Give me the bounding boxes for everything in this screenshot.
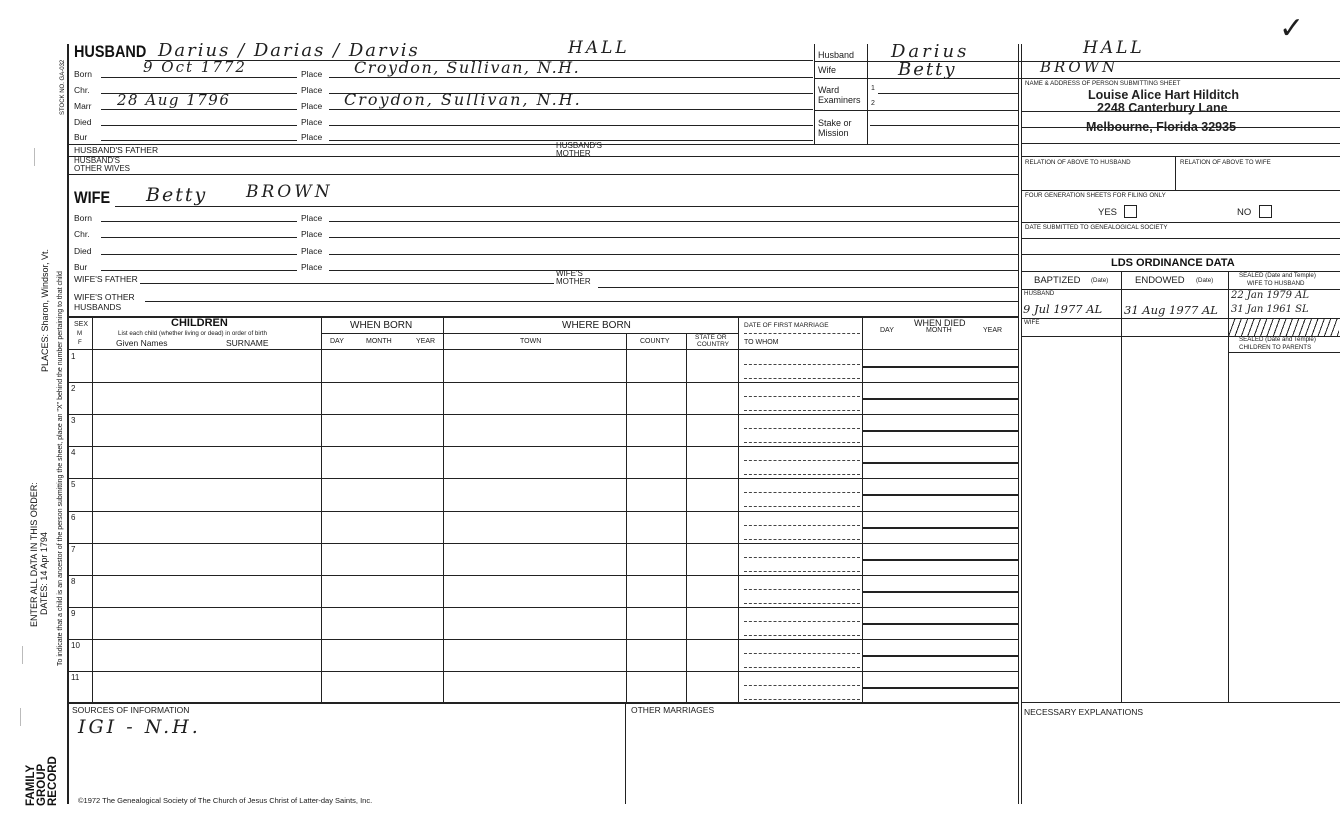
husband-other-wives-label: HUSBAND'S [74,156,120,165]
no-label: NO [1237,207,1252,218]
relation-wife-label: RELATION OF ABOVE TO WIFE [1180,159,1271,166]
no-checkbox[interactable] [1259,205,1272,218]
husband-born-date: 9 Oct 1772 [143,58,247,76]
wife-label: WIFE [74,188,111,207]
wife-row-label: WIFE [1024,319,1040,326]
wife-mother-label: WIFE'S [556,269,583,278]
child-row-number: 4 [71,448,76,458]
child-row-number: 1 [71,352,76,361]
date-submitted-label: DATE SUBMITTED TO GENEALOGICAL SOCIETY [1025,224,1168,231]
child-row-number: 6 [71,512,76,522]
other-marriages-label: OTHER MARRIAGES [631,705,715,715]
wife-father-label: WIFE'S FATHER [74,274,138,284]
first-marriage-header: DATE OF FIRST MARRIAGE [744,322,829,329]
four-gen-label: FOUR GENERATION SHEETS FOR FILING ONLY [1025,192,1166,199]
sources-value: IGI - N.H. [78,716,201,738]
when-died-header: WHEN DIED [914,318,966,328]
husband-marr-place: Croydon, Sullivan, N.H. [344,90,582,109]
husband-born-place: Croydon, Sullivan, N.H. [354,58,581,77]
yes-label: YES [1098,207,1118,218]
wife-bur-label: Bur [74,262,88,272]
header-husband-label: Husband [818,50,855,60]
submitter-line-1: Louise Alice Hart Hilditch [1088,88,1239,102]
sources-label: SOURCES OF INFORMATION [72,705,190,715]
when-born-header: WHEN BORN [350,320,413,331]
child-row-number: 5 [71,480,76,490]
submitter-line-2: 2248 Canterbury Lane [1097,101,1228,115]
checkmark: ✓ [1279,11,1305,46]
husband-sealed-1: 22 Jan 1979 AL [1231,290,1309,301]
order-line-1: ENTER ALL DATA IN THIS ORDER: [29,482,39,627]
husband-marr-label: Marr [74,101,92,111]
husband-chr-label: Chr. [74,85,90,95]
relation-husband-label: RELATION OF ABOVE TO HUSBAND [1025,159,1131,166]
sealed-wife-label: SEALED (Date and Temple) [1239,272,1316,279]
necessary-explanations-label: NECESSARY EXPLANATIONS [1024,707,1144,717]
copyright: ©1972 The Genealogical Society of The Church of Jesus Christ of Latter-day Saints, Inc. [78,796,373,805]
children-title: CHILDREN [171,317,228,329]
stock-number: STOCK NO. GA-032 [60,59,66,115]
child-row-number: 2 [71,384,76,394]
husband-sealed-2: 31 Jan 1961 SL [1231,304,1309,315]
header-husband-name: Darius [891,41,970,62]
wife-other-husbands-label: WIFE'S OTHER [74,292,135,302]
order-line-3: PLACES: Sharon, Windsor, Vt. [40,248,50,372]
header-husband-surname: HALL [1083,38,1145,58]
wife-born-label: Born [74,213,92,223]
child-row-number: 10 [71,640,80,650]
stake-label: Stake or [818,118,852,128]
child-row-number: 3 [71,416,76,426]
husband-died-label: Died [74,117,92,127]
husband-baptized-date: 9 Jul 1977 AL [1023,302,1103,316]
header-wife-surname: BROWN [1040,58,1119,76]
right-column-border [1018,44,1019,804]
yes-checkbox[interactable] [1124,205,1137,218]
family-group-record-title: FAMILY GROUP RECORD [25,756,59,806]
submitter-label: NAME & ADDRESS OF PERSON SUBMITTING SHEET [1025,80,1181,87]
wife-surname: BROWN [246,182,333,202]
husband-row-label: HUSBAND [1024,290,1055,297]
husband-surname: HALL [568,38,630,58]
sealed-children-label: SEALED (Date and Temple) [1239,336,1316,343]
child-row-number: 7 [71,544,76,554]
husband-name: Darius / Darias / Darvis [158,40,420,61]
husband-endowed-date: 31 Aug 1977 AL [1124,303,1218,317]
submitter-line-3: Melbourne, Florida 32935 [1086,120,1237,134]
wife-chr-label: Chr. [74,229,90,239]
baptized-label: BAPTIZED [1034,275,1081,286]
husband-label: HUSBAND [74,42,147,61]
husband-born-label: Born [74,69,92,79]
endowed-label: ENDOWED [1135,275,1185,286]
child-row-number: 8 [71,576,76,586]
header-wife-name: Betty [898,59,957,80]
husband-father-label: HUSBAND'S FATHER [74,145,159,155]
wife-died-label: Died [74,246,92,256]
order-line-2: DATES: 14 Apr 1794 [39,532,49,615]
child-row-number: 11 [71,673,80,682]
husband-mother-label: HUSBAND'S [556,141,602,150]
wife-name: Betty [146,184,208,206]
where-born-header: WHERE BORN [562,320,631,331]
ancestor-note: To indicate that a child is an ancestor of the person submitting the sheet, place an "X" behind the number pertaining to that child [57,271,64,666]
husband-bur-label: Bur [74,132,88,142]
lds-title: LDS ORDINANCE DATA [1111,257,1235,269]
main-left-border [67,44,69,804]
child-row-number: 9 [71,608,76,618]
children-instructions: List each child (whether living or dead) in order of birth [118,330,267,337]
sex-label: SEX [74,321,89,328]
ward-label: Ward [818,85,840,95]
sealed-hatched-area [1229,319,1339,336]
husband-marr-date: 28 Aug 1796 [117,91,231,109]
header-wife-label: Wife [818,65,836,75]
examiners-label: Examiners [818,95,861,105]
